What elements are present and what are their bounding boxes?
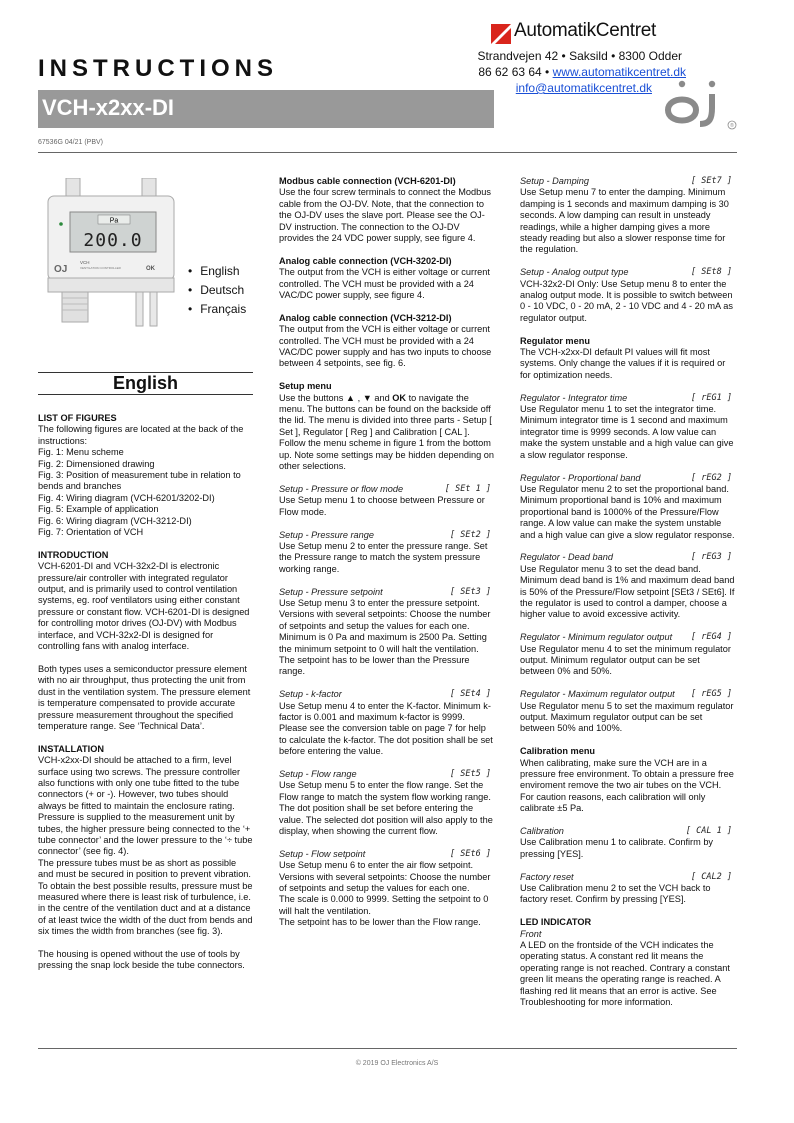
calibration-menu-heading: Calibration menu: [520, 746, 596, 757]
figures-intro: The following figures are located at the back of the instructions:: [38, 424, 244, 446]
setup-5-paragraph: Use Setup menu 5 to enter the flow range. Set the Flow range to match the system flow working range. The dot position shall be set before entering the value. The selected dot position will also apply to the display, when showing the current flow.: [279, 780, 493, 837]
up-arrow-icon: ▲: [345, 392, 356, 403]
device-sub-text: VENTILATION CONTROLLER: [80, 266, 121, 270]
installation-paragraph: The housing is opened without the use of tools by pressing the snap lock beside the tube connectors.: [38, 949, 245, 971]
regulator-2-title: Regulator - Proportional band [ rEG2 ]: [520, 472, 732, 483]
calibration-1-title: Calibration [ CAL 1 ]: [520, 826, 732, 837]
setup-6-paragraph: Use Setup menu 6 to enter the air flow setpoint.: [279, 860, 474, 871]
top-divider: [38, 152, 737, 153]
doc-code: 67536G 04/21 (PBV): [38, 139, 103, 146]
setup-menu-paragraph: Use the buttons ▲ , ▼ and OK to navigate the menu. The buttons can be found on the backside off the lid. The menu is divided into three parts - Setup [ Set ], Regulator [ Reg ] and Calibration [ CAL ]. Follow the menu scheme in figure 1 from the bottom up. Note some settings may be hidden depending on other selections.: [279, 392, 495, 472]
language-list: [188, 262, 246, 319]
calibration-1-paragraph: Use Calibration menu 1 to calibrate. Confirm by pressing [YES].: [520, 837, 714, 859]
introduction-paragraph: VCH-6201-DI and VCH-32x2-DI is electronic pressure/air controller with integrated regulator output, and is primarily used to control ventilation systems, eg. roof ventilators using either constant pressure or constant flow. VCH-6201-DI is designed for controlling motor drives (OJ-DV) with Modbus interface, and VCH-32x2-DI is designed for controlling fans with analog interface.: [38, 561, 250, 652]
analog-3212-heading: Analog cable connection (VCH-3212-DI): [279, 312, 452, 323]
device-ok-label: OK: [146, 266, 155, 272]
figure-item: Fig. 6: Wiring diagram (VCH-3212-DI): [38, 515, 192, 526]
language-item: • Deutsch: [188, 281, 246, 300]
automatikcentret-logo-icon: [491, 24, 511, 44]
setup-8-paragraph: VCH-32x2-DI Only: Use Setup menu 8 to enter the analog output mode. It is possible to switch between 0 - 10 VDC, 0 - 20 mA, 2 - 10 VDC and 4 - 20 mA as regulator output.: [520, 278, 733, 323]
regulator-1-title: Regulator - Integrator time [ rEG1 ]: [520, 392, 732, 403]
setup-3-title: Setup - Pressure setpoint [ SEt3 ]: [279, 586, 491, 597]
section-heading: English: [112, 373, 178, 393]
introduction-paragraph: Both types uses a semiconductor pressure element with no air throughput, thus protecting the unit from dust in the ventilation system. The pressure element is temperature compensated to provide accurate pressure measurement throughout the specified temperature range. See ‘Technical Data’.: [38, 663, 251, 731]
analog-3212-paragraph: The output from the VCH is either voltage or current controlled. The VCH must be provided with a 24 VAC/DC power supply and has two inputs to choose between 4 setpoints, see fig. 6.: [279, 324, 492, 369]
led-indicator-paragraph: A LED on the frontside of the VCH indicates the operating status. A constant red lit means the operating range is not reached. Contrary a constant green lit means the operating range is reached. A flashing red lit means that an error is active. See Troubleshooting for more information.: [520, 940, 730, 1008]
setup-1-title: Setup - Pressure or flow mode [ SEt 1 ]: [279, 483, 491, 494]
regulator-4-paragraph: Use Regulator menu 4 to set the minimum regulator output. Minimum regulator output can be set between 0% and 50%.: [520, 643, 731, 677]
device-model-text: VCH: [80, 260, 90, 265]
installation-paragraph: To obtain the best possible results, pressure must be measured where there is least risk of turbulence, i.e. in the centre of the ventilation duct and at a distance of at least twice the width of the duct from bends and six times the width from branches (see fig. 3).: [38, 880, 253, 937]
dealer-phone: 86 62 63 64 •: [478, 65, 550, 79]
setup-3-paragraph: Use Setup menu 3 to enter the pressure setpoint.: [279, 597, 480, 608]
setup-6-title: Setup - Flow setpoint [ SEt6 ]: [279, 848, 491, 859]
setup-7-title: Setup - Damping [ SEt7 ]: [520, 176, 732, 186]
dealer-email-link[interactable]: info@automatikcentret.dk: [515, 81, 652, 95]
device-logo-text: OJ: [54, 264, 68, 275]
column-2: [279, 176, 495, 929]
vch-device-image: [42, 178, 180, 338]
doc-title: INSTRUCTIONS: [38, 55, 278, 82]
setup-4-paragraph: Use Setup menu 4 to enter the K-factor. Minimum k-factor is 0.001 and maximum k-factor is 9999. Please see the conversion table on page 7 for help to calculate the k-factor. The dot position shall be set before entering the value.: [279, 700, 493, 757]
installation-paragraph: VCH-x2xx-DI should be attached to a firm, level surface using two screws. The pressure controller also functions with only one tube fitted to the tube connectors (+ or -). However, two tubes should always be fitted to maintain the enclosure rating.: [38, 755, 241, 811]
setup-4-title: Setup - k-factor [ SEt4 ]: [279, 689, 491, 700]
figure-item: Fig. 3: Position of measurement tube in relation to bends and branches: [38, 470, 241, 492]
column-1: [38, 413, 254, 972]
introduction-heading: INTRODUCTION: [38, 549, 109, 560]
installation-heading: INSTALLATION: [38, 743, 105, 754]
led-indicator-subheading: Front: [520, 928, 542, 939]
down-arrow-icon: ▼: [362, 392, 372, 403]
setup-7-paragraph: Use Setup menu 7 to enter the damping. Minimum damping is 1 seconds and maximum damping is 30 seconds. A low damping can result in unsteady readings, while a higher damping gives a more steady reading but also a slower response time for the regulation.: [520, 187, 729, 255]
bottom-divider: [38, 1048, 737, 1049]
regulator-5-title: Regulator - Maximum regulator output [ rEG5 ]: [520, 689, 732, 700]
setup-6-paragraph: The scale is 0.000 to 9999. Setting the setpoint to 0 will halt the ventilation.: [279, 894, 489, 916]
regulator-menu-paragraph: The VCH-x2xx-DI default PI values will fit most systems. Only change the values if it is required or for optimization needs.: [520, 347, 726, 380]
regulator-menu-heading: Regulator menu: [520, 335, 590, 346]
figure-item: Fig. 7: Orientation of VCH: [38, 527, 144, 538]
language-item: • English: [188, 262, 246, 281]
section-rule-bottom: [38, 394, 253, 395]
setup-3-paragraph: Versions with several setpoints: Choose the number of setpoints and setup the values for each one.: [279, 609, 491, 631]
setup-5-title: Setup - Flow range [ SEt5 ]: [279, 769, 491, 779]
figure-item: Fig. 4: Wiring diagram (VCH-6201/3202-DI): [38, 492, 215, 503]
setup-6-paragraph: The setpoint has to be lower than the Flow range.: [279, 917, 481, 928]
figure-item: Fig. 5: Example of application: [38, 504, 159, 515]
regulator-1-paragraph: Use Regulator menu 1 to set the integrator time. Minimum integrator time is 1 second and maximum integrator time is 9999 seconds. A low value can make the system unstable and a high value can give a slow regulator response.: [520, 404, 734, 460]
setup-2-paragraph: Use Setup menu 2 to enter the pressure range. Set the Pressure range to match the system pressure working range.: [279, 540, 488, 574]
calibration-menu-paragraph: When calibrating, make sure the VCH are in a pressure free environment. To obtain a pressure free enviroment remove the two air tubes on the VCH. For caution reasons, each calibration will only calibrate ±5 Pa.: [520, 757, 734, 814]
dealer-website-link[interactable]: www.automatikcentret.dk: [552, 65, 686, 79]
calibration-2-paragraph: Use Calibration menu 2 to set the VCH back to factory reset. Confirm by pressing [YES].: [520, 883, 711, 905]
setup-8-title: Setup - Analog output type [ SEt8 ]: [520, 267, 732, 278]
installation-paragraph: The pressure tubes must be as short as possible and must be secured in position to prevent vibration.: [38, 857, 251, 880]
analog-3202-paragraph: The output from the VCH is either voltage or current controlled. The VCH must be provided with a 24 VAC/DC power supply, see figure 4.: [279, 267, 490, 301]
setup-3-paragraph: The setpoint has to be lower than the Pressure range.: [279, 654, 470, 677]
regulator-3-title: Regulator - Dead band [ rEG3 ]: [520, 552, 732, 563]
regulator-4-title: Regulator - Minimum regulator output [ rEG4 ]: [520, 632, 732, 643]
modbus-paragraph: Use the four screw terminals to connect the Modbus cable from the OJ-DV. Note, that the connection to the OJ-DV uses the slave port. Please see the OJ-DV instruction. The connection to the OJ-DV provides the 24 VDC power supply, see figure 4.: [279, 187, 491, 244]
device-display-value: 200.0: [83, 230, 143, 251]
analog-3202-heading: Analog cable connection (VCH-3202-DI): [279, 255, 452, 266]
dealer-address: Strandvejen 42 • Saksild • 8300 Odder: [477, 49, 682, 63]
setup-3-paragraph: Minimum is 0 Pa and maximum is 2500 Pa. Setting the minimum setpoint to 0 will halt the ventilation.: [279, 632, 487, 654]
registered-mark: ®: [730, 123, 734, 129]
figure-item: Fig. 1: Menu scheme: [38, 447, 124, 458]
column-3: [520, 176, 736, 1008]
setup-2-title: Setup - Pressure range [ SEt2 ]: [279, 529, 491, 540]
oj-electronics-logo-icon: [662, 80, 738, 134]
product-title: VCH-x2xx-DI: [42, 95, 175, 120]
regulator-5-paragraph: Use Regulator menu 5 to set the maximum regulator output. Maximum regulator output can be set between 50% and 100%.: [520, 700, 734, 734]
copyright: © 2019 OJ Electronics A/S: [355, 1060, 439, 1067]
figure-item: Fig. 2: Dimensioned drawing: [38, 458, 155, 469]
setup-menu-heading: Setup menu: [279, 381, 332, 392]
setup-6-paragraph: Versions with several setpoints: Choose the number of setpoints and setup the values for each one.: [279, 871, 491, 894]
device-unit-label: Pa: [109, 217, 119, 225]
dealer-contact: [468, 64, 686, 80]
installation-paragraph: Pressure is supplied to the measurement unit by tubes, the higher pressure being connected to the ‘+ tube connector’ and the lower pressure to the ‘÷ tube connector’ (see fig. 4).: [38, 812, 253, 857]
figures-heading: LIST OF FIGURES: [38, 413, 117, 423]
setup-1-paragraph: Use Setup menu 1 to choose between Pressure or Flow mode.: [279, 495, 485, 517]
modbus-heading: Modbus cable connection (VCH-6201-DI): [279, 176, 456, 186]
language-item: • Français: [188, 300, 246, 319]
regulator-2-paragraph: Use Regulator menu 2 to set the proportional band. Minimum proportional band is 10% and maximum proportional band is 1000% of the Pressure/Flow range. A low value can make the system unstable and a high value can give a slow regulator response.: [520, 483, 735, 540]
led-indicator-heading: LED INDICATOR: [520, 917, 592, 928]
regulator-3-paragraph: Use Regulator menu 3 to set the dead band. Minimum dead band is 1% and maximum dead band is 50% of the Pressure/Flow setpoint [SEt3 / SEt6]. If the regulator is used to control a damper, choose a higher value to avoid excessive activity.: [520, 563, 735, 620]
calibration-2-title: Factory reset [ CAL2 ]: [520, 871, 732, 882]
dealer-name: AutomatikCentret: [514, 20, 656, 41]
